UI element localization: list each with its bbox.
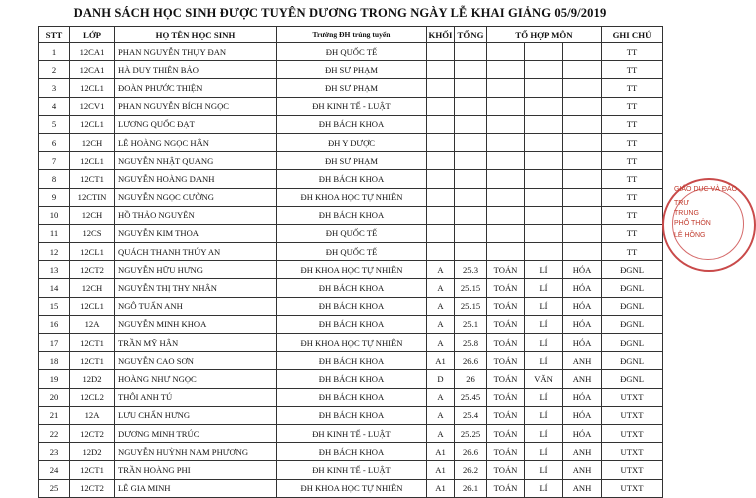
cell-mon-1: TOÁN [487, 443, 525, 461]
cell-ho-ten: LƯƠNG QUỐC ĐẠT [115, 115, 277, 133]
cell-lop: 12A [70, 406, 115, 424]
header-khoi: KHỐI [427, 27, 455, 43]
table-row [39, 315, 663, 333]
cell-mon-2: LÍ [525, 406, 563, 424]
cell-stt: 20 [39, 388, 70, 406]
cell-mon-1: TOÁN [487, 424, 525, 442]
cell-mon-3: HÓA [563, 406, 602, 424]
cell-ho-ten: QUÁCH THANH THÚY AN [115, 243, 277, 261]
cell-tong: 26.2 [455, 461, 487, 479]
cell-tong: 26.1 [455, 479, 487, 497]
cell-lop: 12CT1 [70, 461, 115, 479]
cell-khoi: A1 [427, 479, 455, 497]
cell-ho-ten: HÀ DUY THIÊN BẢO [115, 61, 277, 79]
table-row [39, 133, 663, 151]
table-row [39, 424, 663, 442]
cell-tong [455, 170, 487, 188]
cell-ho-ten: NGUYỄN THỊ THY NHÂN [115, 279, 277, 297]
table-row [39, 352, 663, 370]
cell-ghi-chu: ĐGNL [602, 261, 663, 279]
cell-mon-1 [487, 170, 525, 188]
cell-ho-ten: NGUYỄN KIM THOA [115, 224, 277, 242]
cell-mon-3: ANH [563, 352, 602, 370]
cell-mon-3: HÓA [563, 315, 602, 333]
table-row [39, 297, 663, 315]
cell-mon-1: TOÁN [487, 315, 525, 333]
cell-mon-2: LÍ [525, 479, 563, 497]
cell-mon-1: TOÁN [487, 370, 525, 388]
cell-truong: ĐH KINH TẾ - LUẬT [277, 424, 427, 442]
cell-mon-3 [563, 243, 602, 261]
cell-mon-1 [487, 79, 525, 97]
cell-truong: ĐH SƯ PHẠM [277, 79, 427, 97]
cell-mon-1 [487, 243, 525, 261]
table-row [39, 188, 663, 206]
cell-truong: ĐH KHOA HỌC TỰ NHIÊN [277, 479, 427, 497]
cell-stt: 24 [39, 461, 70, 479]
cell-stt: 1 [39, 43, 70, 61]
cell-khoi: A [427, 297, 455, 315]
cell-mon-2: LÍ [525, 261, 563, 279]
cell-truong: ĐH BÁCH KHOA [277, 170, 427, 188]
cell-ghi-chu: ĐGNL [602, 370, 663, 388]
cell-stt: 18 [39, 352, 70, 370]
table-header-row [39, 27, 663, 43]
header-truong: Trường ĐH trúng tuyển [277, 27, 427, 43]
cell-truong: ĐH BÁCH KHOA [277, 315, 427, 333]
cell-mon-1: TOÁN [487, 461, 525, 479]
cell-mon-1: TOÁN [487, 388, 525, 406]
header-to-hop-mon: TỔ HỢP MÔN [487, 27, 602, 43]
cell-khoi [427, 115, 455, 133]
cell-stt: 10 [39, 206, 70, 224]
table-row [39, 279, 663, 297]
cell-stt: 2 [39, 61, 70, 79]
cell-stt: 14 [39, 279, 70, 297]
cell-ho-ten: THÔI ANH TÚ [115, 388, 277, 406]
cell-mon-3: ANH [563, 370, 602, 388]
cell-ho-ten: NGUYỄN CAO SƠN [115, 352, 277, 370]
cell-khoi [427, 170, 455, 188]
cell-truong: ĐH BÁCH KHOA [277, 206, 427, 224]
cell-mon-1: TOÁN [487, 261, 525, 279]
cell-mon-2: LÍ [525, 297, 563, 315]
cell-ho-ten: HOÀNG NHƯ NGỌC [115, 370, 277, 388]
cell-mon-2: LÍ [525, 279, 563, 297]
cell-mon-2 [525, 79, 563, 97]
table-row [39, 261, 663, 279]
cell-mon-1 [487, 115, 525, 133]
cell-ho-ten: NGUYỄN NHẬT QUANG [115, 152, 277, 170]
cell-tong [455, 224, 487, 242]
cell-ho-ten: NGUYỄN MINH KHOA [115, 315, 277, 333]
cell-tong [455, 97, 487, 115]
cell-mon-3 [563, 206, 602, 224]
cell-mon-2: LÍ [525, 352, 563, 370]
cell-mon-3: ANH [563, 479, 602, 497]
cell-tong: 25.15 [455, 297, 487, 315]
cell-tong [455, 206, 487, 224]
cell-mon-1 [487, 206, 525, 224]
cell-stt: 16 [39, 315, 70, 333]
cell-mon-2: LÍ [525, 461, 563, 479]
header-ghi-chu: GHI CHÚ [602, 27, 663, 43]
cell-ghi-chu: TT [602, 61, 663, 79]
cell-mon-2: LÍ [525, 388, 563, 406]
cell-lop: 12CS [70, 224, 115, 242]
cell-tong: 25.25 [455, 424, 487, 442]
cell-tong [455, 43, 487, 61]
cell-mon-3: HÓA [563, 388, 602, 406]
cell-lop: 12CH [70, 279, 115, 297]
cell-ho-ten: ĐOÀN PHƯỚC THIỆN [115, 79, 277, 97]
school-stamp [662, 178, 756, 272]
cell-stt: 6 [39, 133, 70, 151]
cell-stt: 4 [39, 97, 70, 115]
cell-ghi-chu: TT [602, 188, 663, 206]
stamp-text-line: GIÁO DỤC VÀ ĐÀO [674, 186, 738, 193]
cell-mon-2: VĂN [525, 370, 563, 388]
cell-tong [455, 61, 487, 79]
header-stt: STT [39, 27, 70, 43]
cell-ho-ten: LÊ GIA MINH [115, 479, 277, 497]
cell-ghi-chu: TT [602, 97, 663, 115]
stamp-text-line: PHỔ THÔN [674, 220, 711, 227]
cell-ghi-chu: ĐGNL [602, 279, 663, 297]
cell-stt: 19 [39, 370, 70, 388]
cell-khoi [427, 133, 455, 151]
cell-mon-1 [487, 43, 525, 61]
cell-truong: ĐH SƯ PHẠM [277, 152, 427, 170]
cell-ghi-chu: TT [602, 115, 663, 133]
cell-ho-ten: HỒ THẢO NGUYÊN [115, 206, 277, 224]
cell-stt: 7 [39, 152, 70, 170]
cell-khoi [427, 61, 455, 79]
cell-ho-ten: NGUYỄN NGỌC CƯỜNG [115, 188, 277, 206]
cell-truong: ĐH KINH TẾ - LUẬT [277, 97, 427, 115]
cell-lop: 12D2 [70, 370, 115, 388]
cell-khoi [427, 224, 455, 242]
cell-tong: 25.45 [455, 388, 487, 406]
cell-mon-3: HÓA [563, 297, 602, 315]
table-row [39, 152, 663, 170]
cell-tong: 26.6 [455, 443, 487, 461]
cell-mon-3 [563, 61, 602, 79]
cell-ho-ten: NGÔ TUẤN ANH [115, 297, 277, 315]
cell-tong [455, 79, 487, 97]
cell-stt: 23 [39, 443, 70, 461]
table-row [39, 43, 663, 61]
cell-lop: 12CT1 [70, 334, 115, 352]
table-row [39, 97, 663, 115]
cell-khoi: A [427, 279, 455, 297]
table-body [39, 43, 663, 498]
cell-mon-3: HÓA [563, 334, 602, 352]
cell-lop: 12CL2 [70, 388, 115, 406]
honor-list-table [38, 26, 663, 498]
cell-mon-1: TOÁN [487, 406, 525, 424]
cell-ho-ten: TRẦN MỸ HÂN [115, 334, 277, 352]
cell-mon-1: TOÁN [487, 334, 525, 352]
cell-stt: 8 [39, 170, 70, 188]
cell-stt: 25 [39, 479, 70, 497]
cell-truong: ĐH KHOA HỌC TỰ NHIÊN [277, 334, 427, 352]
cell-mon-1 [487, 152, 525, 170]
cell-mon-2: LÍ [525, 443, 563, 461]
cell-ghi-chu: TT [602, 152, 663, 170]
cell-tong: 25.8 [455, 334, 487, 352]
stamp-text-line: LÊ HỒNG [674, 232, 706, 239]
header-lop: LỚP [70, 27, 115, 43]
table-row [39, 406, 663, 424]
cell-lop: 12CT1 [70, 352, 115, 370]
cell-mon-2 [525, 61, 563, 79]
cell-mon-2 [525, 43, 563, 61]
cell-tong [455, 133, 487, 151]
cell-mon-1: TOÁN [487, 352, 525, 370]
cell-truong: ĐH BÁCH KHOA [277, 279, 427, 297]
cell-lop: 12D2 [70, 443, 115, 461]
cell-mon-2: LÍ [525, 424, 563, 442]
cell-mon-3 [563, 43, 602, 61]
cell-ho-ten: NGUYỄN HỮU HƯNG [115, 261, 277, 279]
cell-tong: 25.1 [455, 315, 487, 333]
cell-mon-2 [525, 133, 563, 151]
table-row [39, 334, 663, 352]
cell-ghi-chu: UTXT [602, 406, 663, 424]
cell-truong: ĐH QUỐC TẾ [277, 43, 427, 61]
cell-tong [455, 152, 487, 170]
cell-khoi: A1 [427, 461, 455, 479]
cell-truong: ĐH KINH TẾ - LUẬT [277, 461, 427, 479]
cell-ghi-chu: UTXT [602, 461, 663, 479]
cell-ho-ten: PHAN NGUYỄN THỤY ĐAN [115, 43, 277, 61]
table-row [39, 243, 663, 261]
cell-khoi: A [427, 261, 455, 279]
cell-khoi: A [427, 315, 455, 333]
cell-khoi [427, 152, 455, 170]
cell-ho-ten: TRẦN HOÀNG PHI [115, 461, 277, 479]
table-row [39, 443, 663, 461]
cell-truong: ĐH QUỐC TẾ [277, 224, 427, 242]
cell-stt: 11 [39, 224, 70, 242]
cell-mon-3 [563, 188, 602, 206]
cell-mon-2 [525, 115, 563, 133]
cell-mon-1 [487, 97, 525, 115]
cell-mon-1 [487, 133, 525, 151]
cell-tong: 26.6 [455, 352, 487, 370]
cell-lop: 12CT2 [70, 479, 115, 497]
cell-stt: 17 [39, 334, 70, 352]
cell-khoi: D [427, 370, 455, 388]
cell-ho-ten: LƯU CHẤN HƯNG [115, 406, 277, 424]
cell-mon-3 [563, 97, 602, 115]
header-tong: TỔNG [455, 27, 487, 43]
cell-khoi [427, 206, 455, 224]
cell-ghi-chu: TT [602, 243, 663, 261]
cell-stt: 15 [39, 297, 70, 315]
cell-tong: 25.15 [455, 279, 487, 297]
cell-truong: ĐH BÁCH KHOA [277, 352, 427, 370]
table-row [39, 61, 663, 79]
table-row [39, 224, 663, 242]
table-row [39, 461, 663, 479]
cell-truong: ĐH QUỐC TẾ [277, 243, 427, 261]
cell-ho-ten: PHAN NGUYỄN BÍCH NGỌC [115, 97, 277, 115]
cell-khoi [427, 97, 455, 115]
cell-stt: 5 [39, 115, 70, 133]
cell-lop: 12CTIN [70, 188, 115, 206]
cell-mon-2 [525, 97, 563, 115]
cell-mon-1: TOÁN [487, 279, 525, 297]
cell-mon-3: ANH [563, 461, 602, 479]
header-ho-ten: HỌ TÊN HỌC SINH [115, 27, 277, 43]
cell-lop: 12CT2 [70, 424, 115, 442]
cell-lop: 12CL1 [70, 152, 115, 170]
stamp-text-line: TRƯ [674, 200, 690, 207]
cell-tong: 25.3 [455, 261, 487, 279]
cell-ho-ten: LÊ HOÀNG NGỌC HÂN [115, 133, 277, 151]
cell-ghi-chu: ĐGNL [602, 334, 663, 352]
cell-lop: 12CL1 [70, 79, 115, 97]
cell-mon-2 [525, 243, 563, 261]
cell-ghi-chu: ĐGNL [602, 297, 663, 315]
cell-lop: 12CV1 [70, 97, 115, 115]
cell-khoi [427, 79, 455, 97]
cell-khoi: A [427, 406, 455, 424]
cell-ghi-chu: TT [602, 206, 663, 224]
cell-tong [455, 115, 487, 133]
cell-mon-3 [563, 224, 602, 242]
cell-tong: 26 [455, 370, 487, 388]
stamp-text-line: TRUNG [674, 210, 699, 217]
cell-ghi-chu: TT [602, 79, 663, 97]
cell-khoi [427, 188, 455, 206]
table-row [39, 206, 663, 224]
cell-stt: 3 [39, 79, 70, 97]
cell-truong: ĐH BÁCH KHOA [277, 406, 427, 424]
cell-ho-ten: NGUYỄN HUỲNH NAM PHƯƠNG [115, 443, 277, 461]
cell-mon-1 [487, 61, 525, 79]
cell-stt: 13 [39, 261, 70, 279]
cell-mon-1 [487, 224, 525, 242]
cell-mon-1: TOÁN [487, 297, 525, 315]
cell-truong: ĐH BÁCH KHOA [277, 388, 427, 406]
cell-khoi: A1 [427, 443, 455, 461]
cell-mon-3: ANH [563, 443, 602, 461]
cell-mon-3: HÓA [563, 279, 602, 297]
cell-mon-3 [563, 133, 602, 151]
cell-mon-3 [563, 152, 602, 170]
cell-ghi-chu: TT [602, 170, 663, 188]
cell-stt: 12 [39, 243, 70, 261]
cell-mon-2 [525, 224, 563, 242]
cell-mon-2 [525, 170, 563, 188]
cell-truong: ĐH KHOA HỌC TỰ NHIÊN [277, 188, 427, 206]
cell-lop: 12CH [70, 133, 115, 151]
cell-truong: ĐH BÁCH KHOA [277, 443, 427, 461]
table-row [39, 370, 663, 388]
cell-lop: 12CL1 [70, 243, 115, 261]
cell-tong: 25.4 [455, 406, 487, 424]
cell-lop: 12CT1 [70, 170, 115, 188]
cell-mon-3 [563, 170, 602, 188]
cell-mon-1: TOÁN [487, 479, 525, 497]
cell-lop: 12CA1 [70, 61, 115, 79]
cell-khoi: A [427, 388, 455, 406]
cell-ghi-chu: ĐGNL [602, 315, 663, 333]
cell-mon-3 [563, 79, 602, 97]
cell-mon-2: LÍ [525, 334, 563, 352]
table-row [39, 170, 663, 188]
cell-khoi: A [427, 424, 455, 442]
cell-mon-3 [563, 115, 602, 133]
cell-khoi [427, 243, 455, 261]
cell-ho-ten: NGUYỄN HOÀNG DANH [115, 170, 277, 188]
cell-mon-2 [525, 152, 563, 170]
cell-ghi-chu: UTXT [602, 388, 663, 406]
cell-lop: 12CL1 [70, 297, 115, 315]
cell-mon-1 [487, 188, 525, 206]
cell-ghi-chu: UTXT [602, 443, 663, 461]
cell-stt: 9 [39, 188, 70, 206]
cell-mon-3: HÓA [563, 261, 602, 279]
cell-khoi: A1 [427, 352, 455, 370]
cell-truong: ĐH BÁCH KHOA [277, 370, 427, 388]
cell-lop: 12CT2 [70, 261, 115, 279]
cell-lop: 12A [70, 315, 115, 333]
cell-stt: 21 [39, 406, 70, 424]
cell-lop: 12CA1 [70, 43, 115, 61]
table-row [39, 479, 663, 497]
cell-mon-2 [525, 206, 563, 224]
cell-ghi-chu: UTXT [602, 479, 663, 497]
cell-truong: ĐH SƯ PHẠM [277, 61, 427, 79]
table-row [39, 388, 663, 406]
cell-ghi-chu: TT [602, 43, 663, 61]
cell-truong: ĐH BÁCH KHOA [277, 115, 427, 133]
cell-mon-2 [525, 188, 563, 206]
cell-tong [455, 243, 487, 261]
cell-ghi-chu: UTXT [602, 424, 663, 442]
cell-lop: 12CL1 [70, 115, 115, 133]
cell-stt: 22 [39, 424, 70, 442]
cell-ghi-chu: TT [602, 224, 663, 242]
cell-truong: ĐH KHOA HỌC TỰ NHIÊN [277, 261, 427, 279]
cell-ghi-chu: TT [602, 133, 663, 151]
table-row [39, 79, 663, 97]
page-title: DANH SÁCH HỌC SINH ĐƯỢC TUYÊN DƯƠNG TRONG NGÀY LỄ KHAI GIẢNG 05/9/2019 [73, 6, 607, 20]
cell-truong: ĐH BÁCH KHOA [277, 297, 427, 315]
cell-mon-2: LÍ [525, 315, 563, 333]
cell-truong: ĐH Y DƯỢC [277, 133, 427, 151]
cell-lop: 12CH [70, 206, 115, 224]
cell-ho-ten: DƯƠNG MINH TRÚC [115, 424, 277, 442]
cell-ghi-chu: ĐGNL [602, 352, 663, 370]
cell-khoi: A [427, 334, 455, 352]
cell-tong [455, 188, 487, 206]
cell-mon-3: HÓA [563, 424, 602, 442]
cell-khoi [427, 43, 455, 61]
table-row [39, 115, 663, 133]
